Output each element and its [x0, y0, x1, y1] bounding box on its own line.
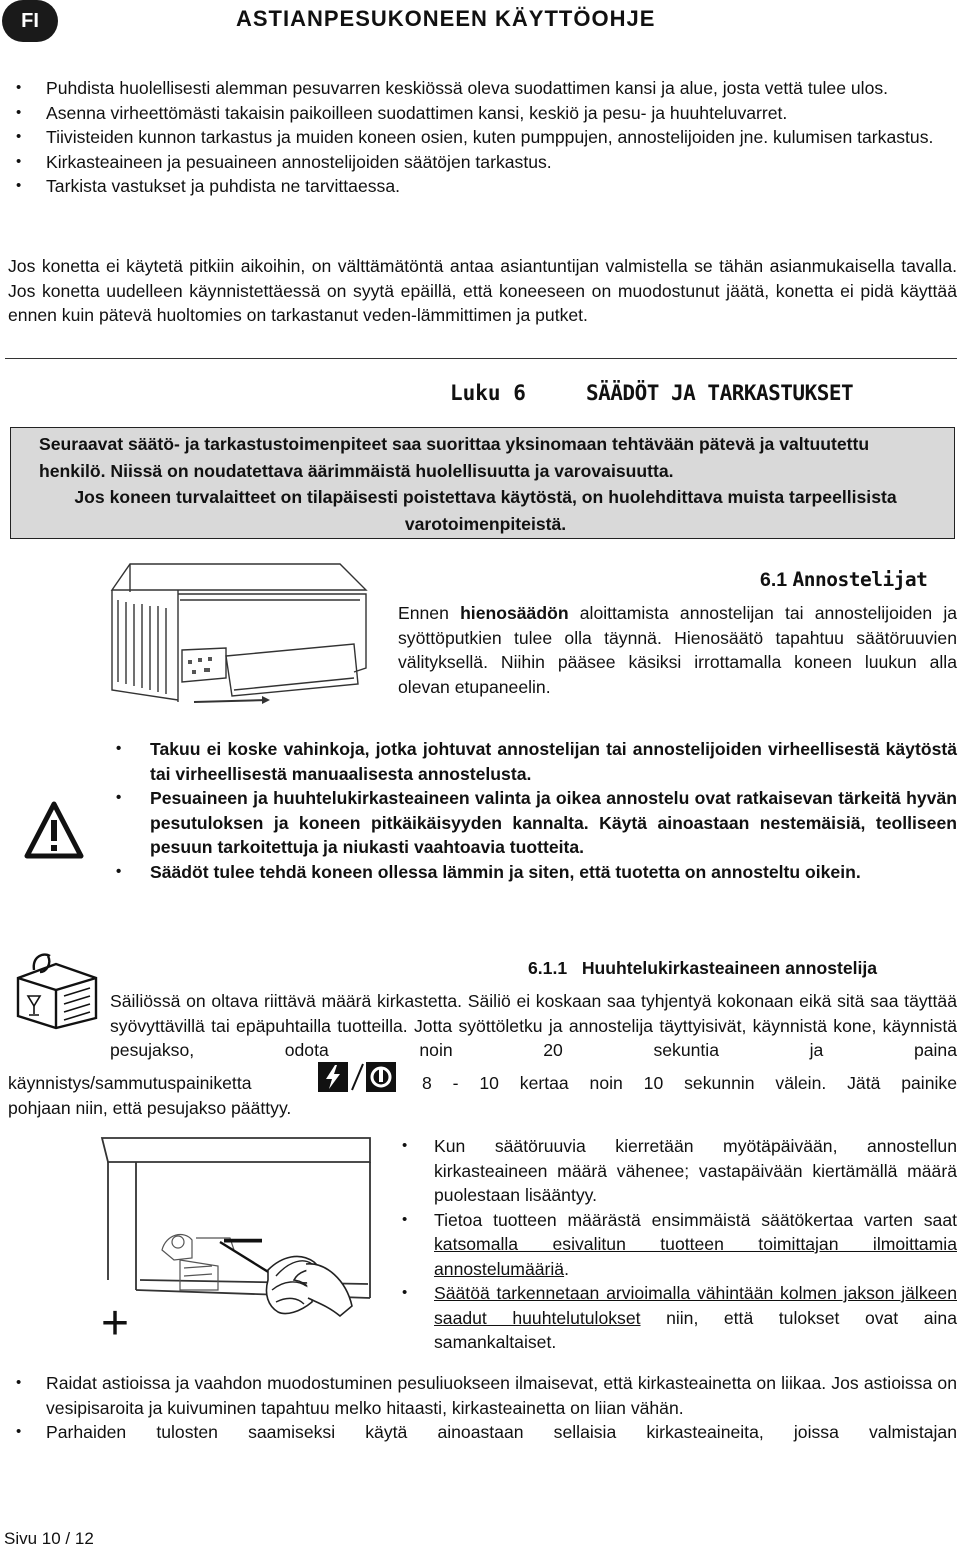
power-lightning-icon	[318, 1062, 348, 1092]
list-item: • Kun säätöruuvia kierretään myötäpäivään, annostellun kirkasteaineen määrä vähenee; vastapäivään kiertämällä määrä puolestaan lisääntyy.	[398, 1134, 957, 1208]
list-item: • Pesuaineen ja huuhtelukirkasteaineen valinta ja oikea annostelu ovat ratkaisevan tärkeitä hyvän pesutuloksen ja koneen pitkäikäisyyden kannalta. Käytä ainoastaan nestemäisiä, teolliseen pesuun tarkoitettuja ja niukasti vaahtoavia tuotteita.	[110, 786, 957, 860]
section-number: 6.1	[760, 569, 788, 591]
section-6-1-1-heading	[528, 958, 877, 979]
underlined-text: Säätöä tarkennetaan arvioimalla vähintään kolmen jakson jälkeen saadut huuhtelutulokset	[434, 1283, 957, 1328]
slash-icon	[348, 1062, 366, 1092]
button-instruction-start: käynnistys/sammutuspainiketta	[8, 1073, 252, 1093]
adjustment-list	[398, 1134, 957, 1355]
list-item: • Puhdista huolellisesti alemman pesuvarren keskiössä oleva suodattimen kansi ja alue, josta vettä tulee ulos.	[8, 76, 957, 101]
bold-term: hienosäädön	[460, 603, 569, 623]
dispensers-paragraph	[398, 601, 957, 699]
warning-icon	[24, 800, 84, 860]
section-title: Annostelijat	[792, 568, 928, 591]
list-item	[398, 1281, 957, 1355]
button-instruction-end: 8 - 10 kertaa noin 10 sekunnin välein. Jätä painike	[422, 1073, 957, 1093]
notice-text-2: Jos koneen turvalaitteet on tilapäisesti poistettava käytöstä, on huolehdittava muista tarpeellisista varotoimenpiteistä.	[74, 487, 897, 534]
button-instruction-tail: pohjaan niin, että pesujakso päättyy.	[8, 1098, 292, 1118]
chapter-number: Luku 6	[450, 381, 526, 405]
list-item: • Raidat astioissa ja vaahdon muodostuminen pesuliuokseen ilmaisevat, että kirkasteainetta on liikaa. Jos astioissa on vesipisaroita ja kuivuminen tapahtuu melko hitaasti, kirkasteainetta on liian vähän.	[8, 1371, 957, 1420]
power-button-symbols	[318, 1062, 396, 1092]
safety-notice-box	[10, 427, 955, 539]
divider	[5, 358, 957, 359]
section-6-1-heading	[760, 568, 927, 592]
warning-list	[110, 737, 957, 884]
underlined-text: katsomalla esivalitun tuotteen toimittajan ilmoittamia annostelumääriä	[434, 1234, 957, 1279]
text-fragment: Tietoa tuotteen määrästä ensimmäistä säätökertaa varten saat	[434, 1209, 957, 1230]
list-item: • Tarkista vastukset ja puhdista ne tarvittaessa.	[8, 174, 957, 199]
list-item: • Asenna virheettömästi takaisin paikoilleen suodattimen kansi, keskiö ja pesu- ja huuhteluvarret.	[8, 101, 957, 126]
language-badge: FI	[2, 0, 58, 42]
minus-sign: —	[224, 1218, 262, 1260]
list-item: • Kirkasteaineen ja pesuaineen annostelijoiden säätöjen tarkastus.	[8, 150, 957, 175]
chapter-title: SÄÄDÖT JA TARKASTUKSET	[586, 381, 854, 405]
rinse-aid-paragraph: Säiliössä on oltava riittävä määrä kirkastetta. Säiliö ei koskaan saa tyhjentyä kokonaan eikä sitä saa täyttää syövyttävillä tai epäpuhtailla tuotteilla. Jotta syöttöletku ja annostelija täyttyisivät, käynnistä kone, käynnistä pesujakso, odota noin 20 sekuntia ja paina	[110, 991, 957, 1060]
maintenance-list	[8, 76, 957, 199]
document-title: ASTIANPESUKONEEN KÄYTTÖOHJE	[236, 6, 656, 31]
text-fragment: .	[564, 1258, 569, 1279]
list-item: • Takuu ei koske vahinkoja, jotka johtuvat annostelijan tai annostelijoiden virheellisestä käytöstä tai virheellisestä manuaalisesta annostelusta.	[110, 737, 957, 786]
page-number: Sivu 10 / 12	[4, 1529, 94, 1548]
result-list	[8, 1371, 957, 1445]
text-fragment: niin, että tulokset ovat aina samankaltaiset.	[434, 1307, 958, 1352]
list-item	[398, 1208, 957, 1282]
notice-text-1: Seuraavat säätö- ja tarkastustoimenpiteet saa suorittaa yksinomaan tehtävään pätevä ja valtuutettu henkilö. Niissä on noudatettava äärimmäistä huolellisuutta ja varovaisuutta.	[39, 434, 870, 481]
list-item: • Säädöt tulee tehdä koneen ollessa lämmin ja siten, että tuotetta on annosteltu oikein.	[110, 860, 957, 885]
text-fragment: aloittamista annostelijan tai annostelijoiden ja syöttöputkien tulee olla täynnä. Hienosäätö tapahtuu säätöruuvien välityksellä. Niihin pääsee käsiksi irrottamalla koneen luukun alla olevan etupaneelin.	[398, 603, 958, 697]
dishwasher-illustration	[108, 560, 388, 710]
text-fragment: Ennen	[398, 603, 449, 623]
rinse-aid-container-icon	[10, 950, 102, 1030]
list-item: • Tiivisteiden kunnon tarkastus ja muiden koneen osien, kuten pumppujen, annostelijoiden jne. kulumisen tarkastus.	[8, 125, 957, 150]
section-number: 6.1.1	[528, 958, 568, 978]
power-switch-icon	[366, 1062, 396, 1092]
list-item: • Parhaiden tulosten saamiseksi käytä ainoastaan sellaisia kirkasteaineita, joissa valmistajan	[8, 1420, 957, 1445]
section-title: Huuhtelukirkasteaineen annostelija	[581, 958, 878, 978]
storage-paragraph: Jos konetta ei käytetä pitkiin aikoihin, on välttämätöntä antaa asiantuntijan valmistella se tähän asianmukaisella tavalla. Jos konetta uudelleen käynnistettäessä on syytä epäillä, että koneeseen on muodostunut jäätä, konetta ei pidä käyttää ennen kuin pätevä huoltomies on tarkastanut veden-lämmittimen ja putket.	[8, 256, 957, 325]
plus-sign: +	[101, 1297, 130, 1350]
